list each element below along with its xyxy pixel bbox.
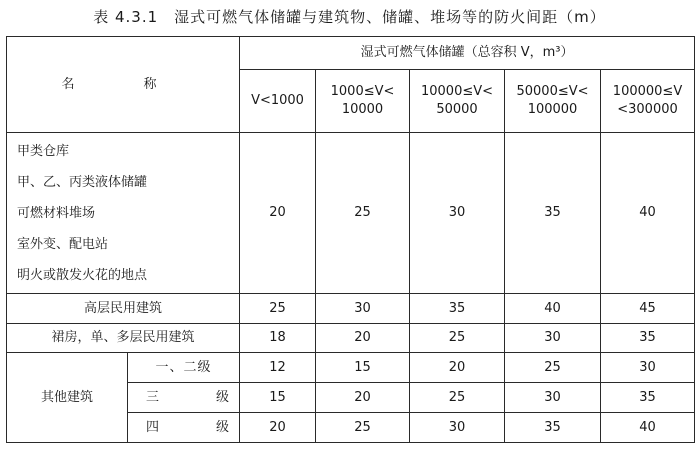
value-cell: 15 bbox=[240, 383, 316, 413]
list-item: 明火或散发火花的地点 bbox=[17, 267, 148, 283]
value-cell: 25 bbox=[410, 383, 505, 413]
value-cell: 35 bbox=[601, 324, 695, 353]
column-header-3: 10000≤V< 50000 bbox=[410, 70, 505, 133]
row-label: 其他建筑 bbox=[7, 353, 128, 443]
row-label: 裙房，单、多层民用建筑 bbox=[7, 324, 240, 353]
storage-volume-header: 湿式可燃气体储罐（总容积 V，m³） bbox=[240, 37, 695, 70]
value-cell: 30 bbox=[410, 413, 505, 443]
row-label: 高层民用建筑 bbox=[7, 294, 240, 324]
header-row-group bbox=[7, 37, 695, 70]
value-cell: 35 bbox=[601, 383, 695, 413]
subrow-label: 一、二级 bbox=[128, 353, 240, 383]
value-cell: 40 bbox=[601, 413, 695, 443]
value-cell: 20 bbox=[240, 133, 316, 294]
table-row bbox=[7, 294, 695, 324]
value-cell: 12 bbox=[240, 353, 316, 383]
value-cell: 35 bbox=[505, 413, 601, 443]
list-item: 室外变、配电站 bbox=[17, 236, 109, 252]
table-row bbox=[7, 133, 695, 294]
fire-distance-table bbox=[6, 36, 695, 443]
table-row bbox=[7, 353, 695, 383]
value-cell: 20 bbox=[410, 353, 505, 383]
value-cell: 30 bbox=[505, 324, 601, 353]
value-cell: 35 bbox=[505, 133, 601, 294]
value-cell: 40 bbox=[601, 133, 695, 294]
list-item: 甲类仓库 bbox=[17, 143, 70, 159]
value-cell: 45 bbox=[601, 294, 695, 324]
value-cell: 30 bbox=[316, 294, 410, 324]
list-item: 可燃材料堆场 bbox=[17, 205, 96, 221]
table-number: 表 4.3.1 bbox=[93, 8, 159, 26]
value-cell: 40 bbox=[505, 294, 601, 324]
table-title bbox=[0, 6, 699, 28]
column-header-4: 50000≤V< 100000 bbox=[505, 70, 601, 133]
value-cell: 25 bbox=[240, 294, 316, 324]
value-cell: 20 bbox=[240, 413, 316, 443]
category-list bbox=[7, 133, 240, 294]
column-header-1: V<1000 bbox=[240, 70, 316, 133]
value-cell: 20 bbox=[316, 324, 410, 353]
name-header: 名 称 bbox=[7, 37, 240, 133]
value-cell: 30 bbox=[601, 353, 695, 383]
value-cell: 20 bbox=[316, 383, 410, 413]
subrow-label: 三 级 bbox=[128, 383, 240, 413]
table-row bbox=[7, 324, 695, 353]
list-item: 甲、乙、丙类液体储罐 bbox=[17, 174, 148, 190]
value-cell: 25 bbox=[410, 324, 505, 353]
value-cell: 25 bbox=[316, 133, 410, 294]
value-cell: 30 bbox=[410, 133, 505, 294]
value-cell: 18 bbox=[240, 324, 316, 353]
subrow-label: 四 级 bbox=[128, 413, 240, 443]
value-cell: 25 bbox=[316, 413, 410, 443]
value-cell: 35 bbox=[410, 294, 505, 324]
table-caption: 湿式可燃气体储罐与建筑物、储罐、堆场等的防火间距（m） bbox=[174, 8, 606, 26]
column-header-5: 100000≤V <300000 bbox=[601, 70, 695, 133]
value-cell: 30 bbox=[505, 383, 601, 413]
column-header-2: 1000≤V< 10000 bbox=[316, 70, 410, 133]
value-cell: 15 bbox=[316, 353, 410, 383]
value-cell: 25 bbox=[505, 353, 601, 383]
